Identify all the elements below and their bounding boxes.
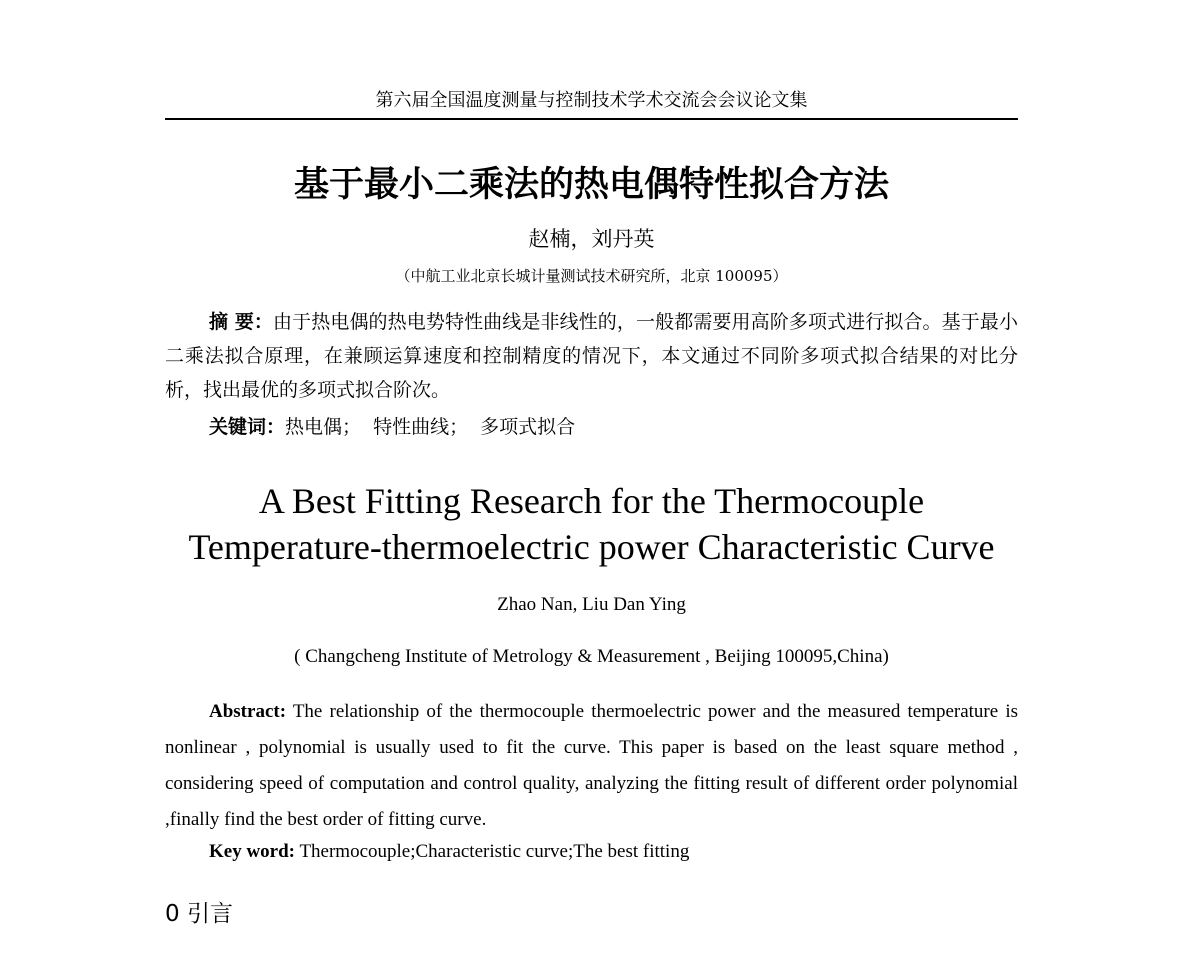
chinese-authors: 赵楠，刘丹英 bbox=[528, 227, 655, 251]
chinese-keywords bbox=[209, 411, 1018, 443]
running-head: 第六届全国温度测量与控制技术学术交流会会议论文集 bbox=[375, 90, 808, 111]
english-authors: Zhao Nan, Liu Dan Ying bbox=[497, 594, 686, 615]
header-rule bbox=[165, 118, 1018, 120]
section-heading-introduction: 0 引言 bbox=[165, 901, 233, 927]
english-title bbox=[160, 478, 1023, 570]
chinese-abstract-text: 由于热电偶的热电势特性曲线是非线性的，一般都需要用高阶多项式进行拟合。基于最小二乘法拟合原理，在兼顾运算速度和控制精度的情况下，本文通过不同阶多项式拟合结果的对比分析，找出最优的多项式拟合阶次。 bbox=[165, 311, 1018, 401]
english-title-line-2: Temperature-thermoelectric power Characteristic Curve bbox=[188, 527, 995, 567]
english-title-line-1: A Best Fitting Research for the Thermocouple bbox=[258, 481, 925, 521]
english-abstract-label: Abstract: bbox=[209, 701, 287, 722]
english-keywords-label: Key word: bbox=[209, 841, 296, 862]
english-keywords bbox=[209, 836, 1018, 868]
chinese-abstract-label: 摘 要： bbox=[209, 311, 274, 333]
english-abstract bbox=[165, 694, 1018, 838]
english-affiliation: ( Changcheng Institute of Metrology & Measurement , Beijing 100095,China) bbox=[294, 646, 889, 667]
chinese-keywords-text: 热电偶； 特性曲线； 多项式拟合 bbox=[285, 416, 576, 438]
chinese-keywords-label: 关键词： bbox=[209, 416, 286, 438]
english-keywords-text: Thermocouple;Characteristic curve;The best fitting bbox=[299, 841, 690, 862]
english-abstract-text: The relationship of the thermocouple thermoelectric power and the measured temperature is nonlinear , polynomial is usually used to fit the curve. This paper is based on the least square method , considering speed of computation and control quality, analyzing the fitting result of different order polynomial ,finally find the best order of fitting curve. bbox=[165, 701, 1018, 830]
chinese-abstract bbox=[165, 305, 1018, 407]
chinese-affiliation: （中航工业北京长城计量测试技术研究所，北京 100095） bbox=[395, 267, 788, 285]
chinese-title: 基于最小二乘法的热电偶特性拟合方法 bbox=[293, 165, 889, 205]
